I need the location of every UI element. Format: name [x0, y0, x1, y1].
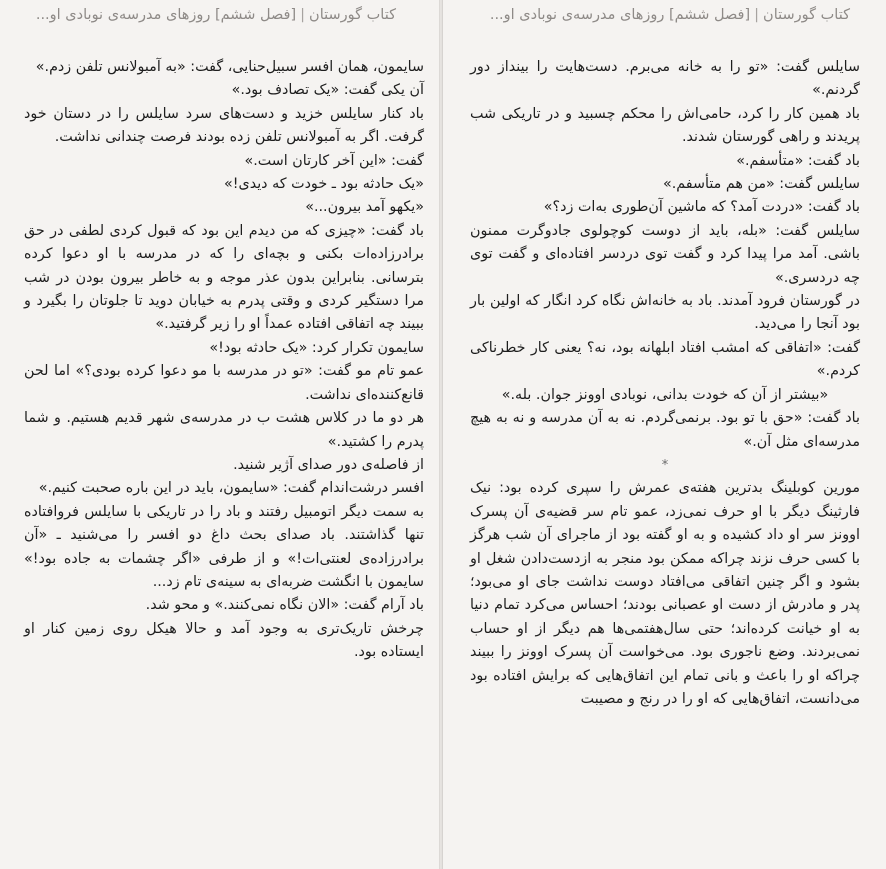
left-page	[0, 0, 440, 869]
paragraph: از فاصله‌ی دور صدای آژیر شنید.	[233, 456, 424, 473]
paragraph: سایلس گفت: «بله، باید از دوست کوچولوی جادوگرت ممنون باشی. آمد مرا پیدا کرد و گفت توی دردسر افتاده‌ای و گفت توی چه دردسری.»	[470, 222, 860, 286]
paragraph: به سمت دیگر اتومبیل رفتند و باد را در تاریکی با سایلس فروافتاده تنها گذاشتند. باد صدای بحث داغ دو افسر را می‌شنید ـ «آن برادرزاده‌ی لعنتی‌ات!» و از طرفی «اگر چشمات به جاده بود!» سایمون با انگشت ضربه‌ای به سینه‌ی تام زد...	[24, 503, 424, 590]
paragraph: باد گفت: «دردت آمد؟ که ماشین آن‌طوری به‌ات زد؟»	[543, 199, 860, 216]
paragraph: هر دو ما در کلاس هشت ب در مدرسه‌ی شهر قدیم هستیم. و شما پدرم را کشتید.»	[24, 410, 424, 450]
paragraph: گفت: «این آخر کارتان است.»	[244, 152, 424, 169]
paragraph: «یکهو آمد بیرون...»	[305, 199, 424, 216]
paragraph: باد آرام گفت: «الان نگاه نمی‌کنند.» و محو شد.	[145, 597, 424, 614]
header-separator: |	[754, 7, 760, 23]
paragraph: گفت: «اتفاقی که امشب افتاد ابلهانه بود، نه؟ یعنی کار خطرناکی کردم.»	[470, 339, 860, 380]
book-title: کتاب گورستان	[763, 7, 850, 23]
chapter-title: [فصل ششم] روزهای مدرسه‌ی نوبادی او...	[35, 7, 297, 23]
paragraph: باد گفت: «متأسفم.»	[736, 152, 860, 169]
paragraph: در گورستان فرود آمدند. باد به خانه‌اش نگاه کرد انگار که اولین بار بود آنجا را می‌دید.	[470, 293, 860, 333]
page-body	[24, 56, 424, 665]
paragraph: افسر درشت‌اندام گفت: «سایمون، باید در این باره صحبت کنیم.»	[38, 480, 424, 497]
paragraph: عمو تام مو گفت: «تو در مدرسه با مو دعوا کرده بودی؟» اما لحن قانع‌کننده‌ای نداشت.	[24, 363, 424, 403]
paragraph: «بیشتر از آن که خودت بدانی، نوبادی اوونز جوان. بله.»	[501, 386, 829, 403]
paragraph: باد همین کار را کرد، حامی‌اش را محکم چسبید و در تاریکی شب پریدند و راهی گورستان شدند.	[470, 105, 860, 146]
paragraph: سایلس گفت: «من هم متأسفم.»	[662, 176, 860, 193]
paragraph: باد گفت: «حق با تو بود. برنمی‌گردم. نه به آن مدرسه و نه به هیچ مدرسه‌ای مثل آن.»	[470, 410, 860, 450]
chapter-title: [فصل ششم] روزهای مدرسه‌ی نوبادی او...	[489, 7, 751, 23]
paragraph: مورین کوبلینگ بدترین هفته‌ی عمرش را سپری کرده بود: نیک فارثینگ دیگر با او حرف نمی‌زد، عمو تام سر قضیه‌ی آن پسرک اوونز سر او داد کشیده و به او گفته بود از ماجرای آن شب هرگز با کسی حرف نزند چراکه ممکن بود منجر به ازدست‌دادن شغل او بشود و اگر چنین اتفاقی می‌افتاد دوست نداشت جای او می‌بود؛ پدر و مادرش از دست او عصبانی بودند؛ احساس می‌کرد تمام دنیا به او خیانت کرده‌اند؛ حتی سال‌هفتمی‌ها هم دیگر از او حساب نمی‌بردند. وضع ناجوری بود. می‌خواست آن پسرک اوونز را ببیند چراکه او را باعث و بانی تمام این اتفاق‌هایی که برایش افتاده بود می‌دانست، اتفاق‌هایی که او را در رنج و مصیبت	[470, 480, 860, 707]
section-break-asterisk: *	[661, 457, 669, 473]
page-header	[36, 7, 396, 23]
paragraph: سایمون تکرار کرد: «یک حادثه بود!»	[209, 339, 424, 356]
paragraph: آن یکی گفت: «یک تصادف بود.»	[231, 82, 424, 99]
page-header	[490, 7, 850, 23]
header-separator: |	[300, 7, 306, 23]
page-body	[470, 56, 860, 711]
paragraph: سایمون، همان افسر سبیل‌حنایی، گفت: «به آمبولانس تلفن زدم.»	[35, 59, 424, 75]
paragraph: باد کنار سایلس خزید و دست‌های سرد سایلس را در دستان خود گرفت. اگر به آمبولانس تلفن زده بودند فرصت چندانی نداشت.	[24, 105, 424, 146]
right-page	[443, 0, 886, 869]
paragraph: سایلس گفت: «تو را به خانه می‌برم. دست‌هایت را بینداز دور گردنم.»	[470, 59, 860, 99]
paragraph: باد گفت: «چیزی که من دیدم این بود که قبول کردی لطفی در حق برادرزاده‌ات بکنی و بچه‌ای را که در مدرسه با او دعوا کرده بترسانی. بنابراین بدون عذر موجه و به خاطر بیرون بودن در شب مرا دستگیر کردی و وقتی پدرم به خیابان دوید تا جلوتان را بگیرد و ببیند چه اتفاقی افتاده عمداً او را زیر گرفتید.»	[24, 222, 424, 333]
paragraph: «یک حادثه بود ـ خودت که دیدی!»	[224, 176, 424, 193]
book-title: کتاب گورستان	[309, 7, 396, 23]
paragraph: چرخش تاریک‌تری به وجود آمد و حالا هیکل روی زمین کنار او ایستاده بود.	[24, 620, 424, 661]
